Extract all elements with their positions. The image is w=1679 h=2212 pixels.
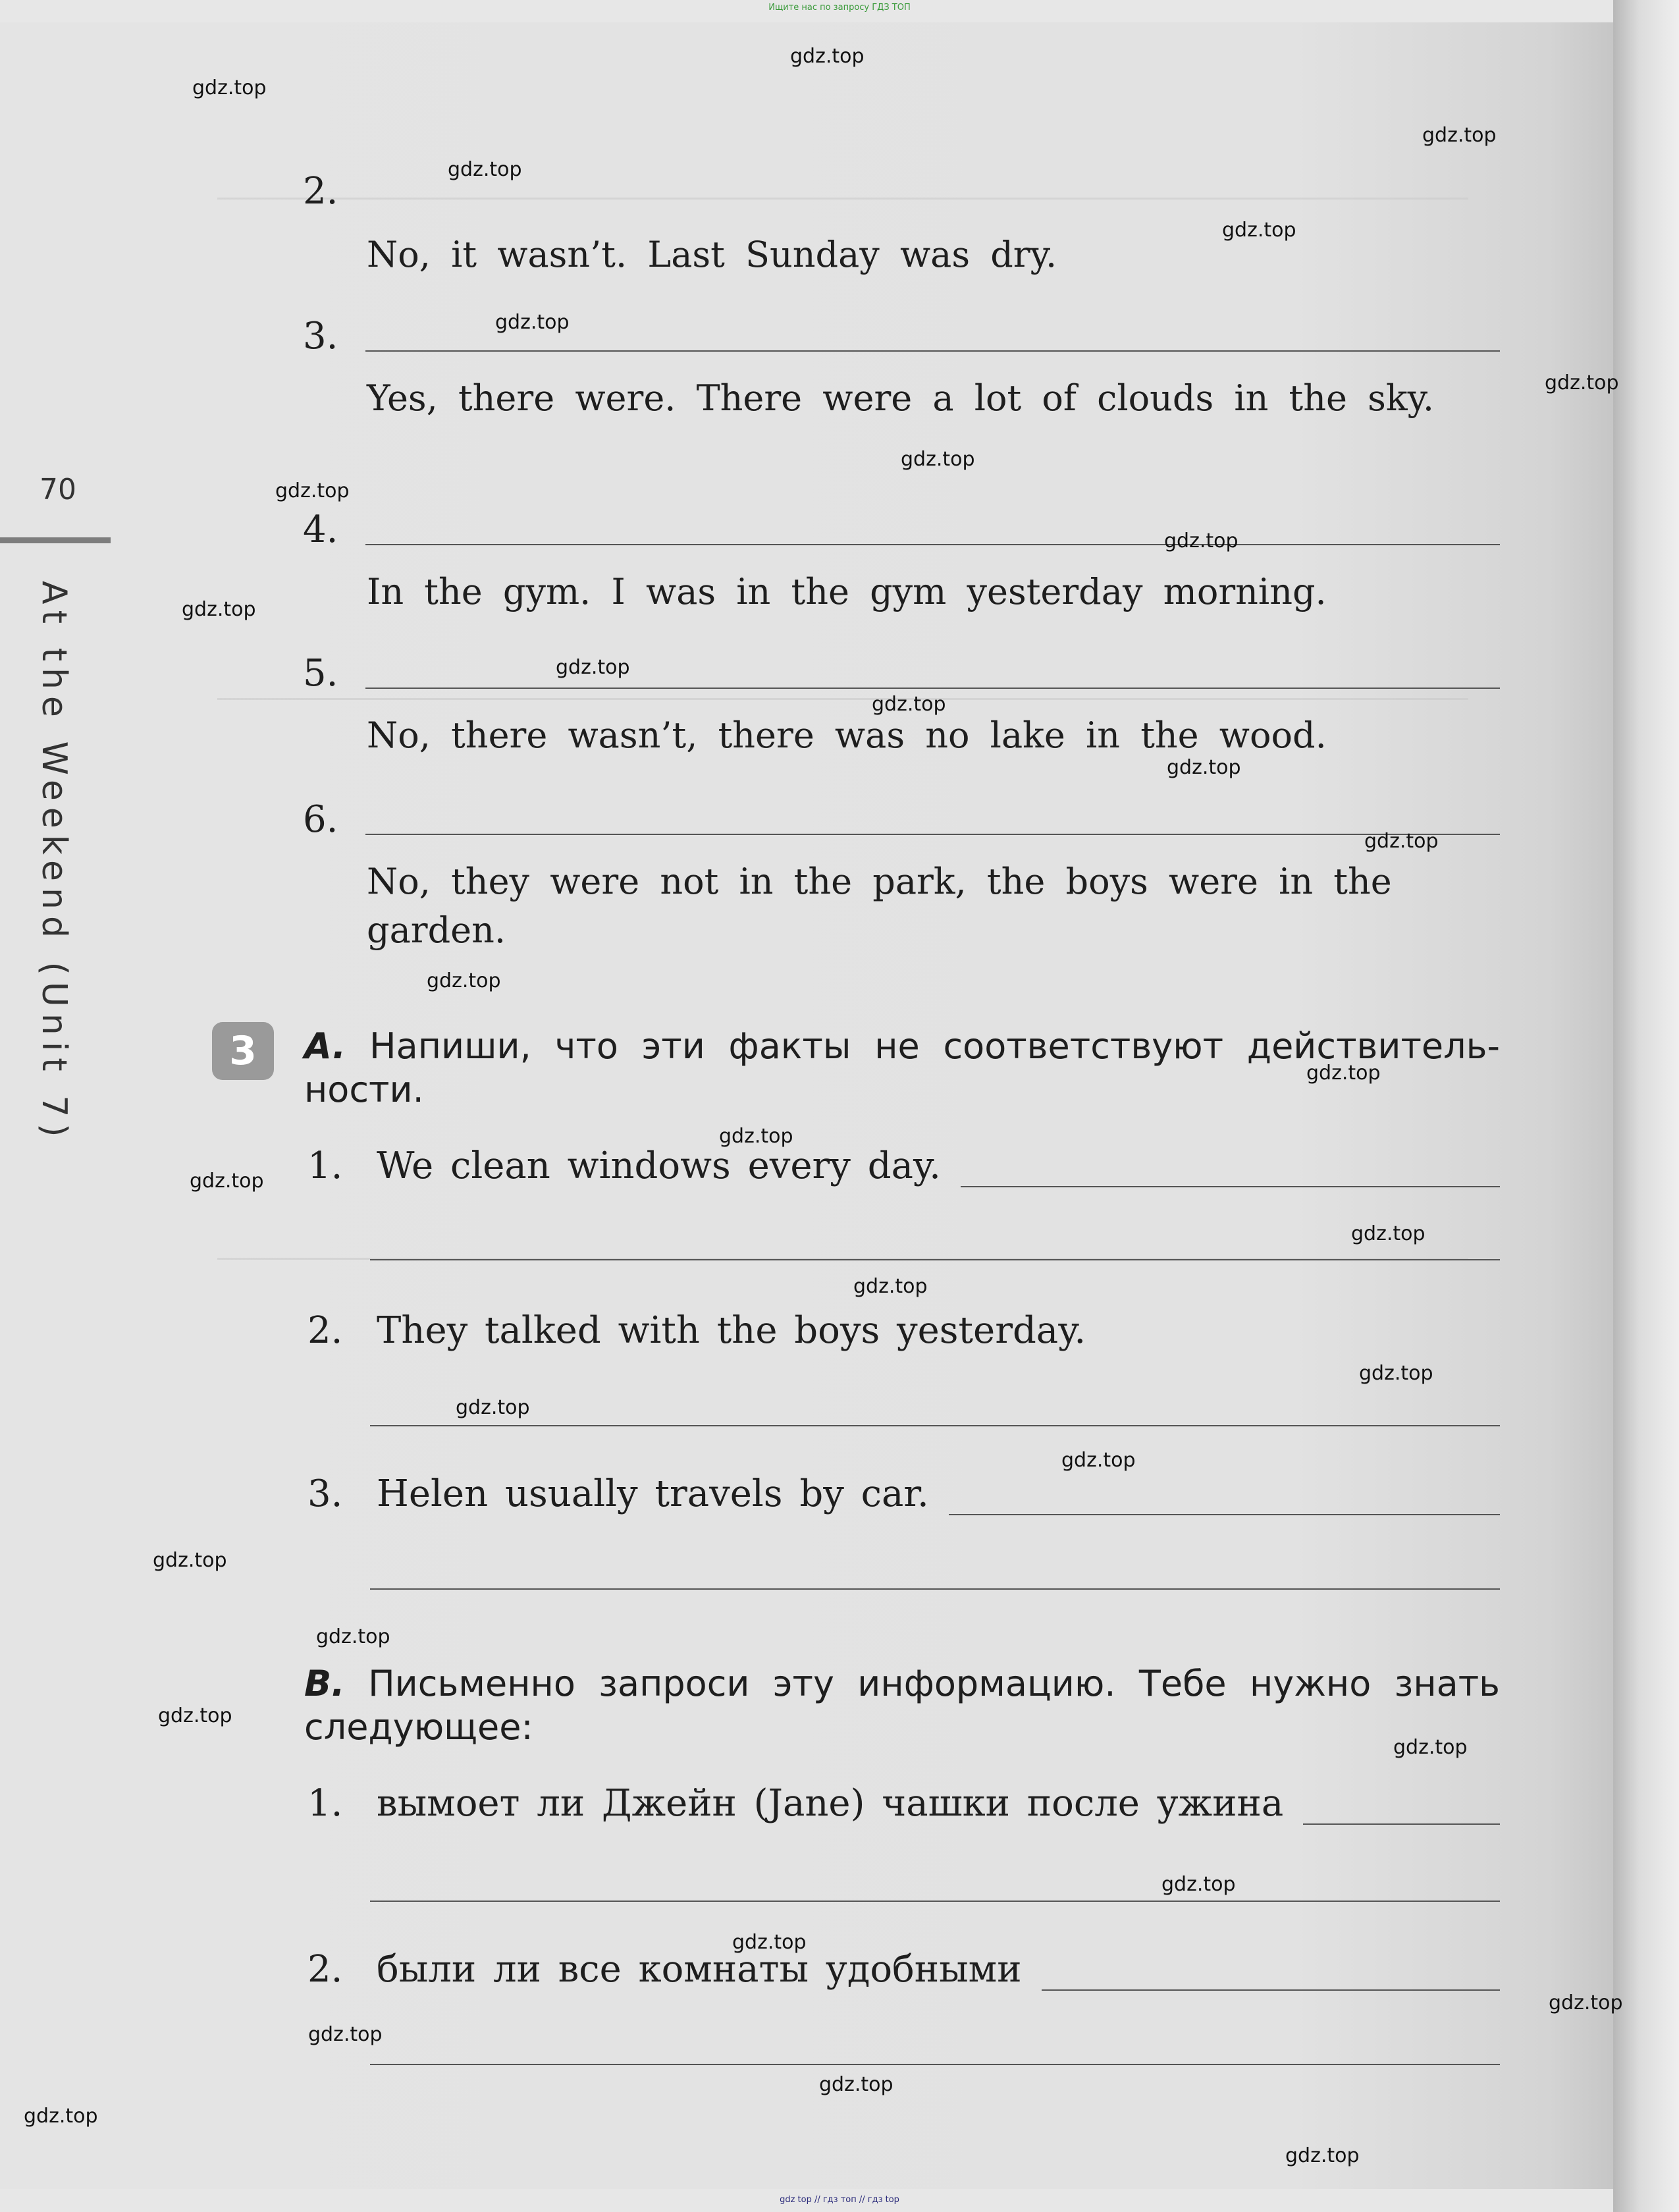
exercise-item-text: 2. They talked with the boys yesterday. bbox=[307, 1309, 1086, 1352]
bleed-through-line bbox=[217, 1231, 1468, 1260]
watermark: gdz.top bbox=[1061, 1449, 1136, 1472]
watermark: gdz.top bbox=[1351, 1222, 1426, 1245]
watermark: gdz.top bbox=[1164, 529, 1239, 553]
answer-item[interactable] bbox=[303, 508, 1500, 551]
watermark: gdz.top bbox=[556, 656, 630, 679]
item-number: 3. bbox=[303, 315, 338, 358]
write-line[interactable] bbox=[365, 834, 1500, 835]
write-line[interactable] bbox=[365, 350, 1500, 352]
write-line[interactable] bbox=[949, 1488, 1500, 1515]
watermark: gdz.top bbox=[153, 1549, 227, 1572]
write-line[interactable] bbox=[365, 688, 1500, 689]
exercise-number-badge: 3 bbox=[212, 1022, 274, 1080]
watermark: gdz.top bbox=[1393, 1736, 1468, 1759]
page-number: 70 bbox=[40, 473, 76, 506]
exercise-item-text: 1. We clean windows every day. bbox=[307, 1145, 941, 1187]
write-line[interactable] bbox=[365, 544, 1500, 545]
watermark: gdz.top bbox=[24, 2105, 98, 2128]
watermark: gdz.top bbox=[316, 1625, 390, 1648]
answer-text: Yes, there were. There were a lot of clouds in the sky. bbox=[367, 377, 1435, 419]
side-running-title bbox=[34, 581, 74, 1213]
exercise-item[interactable] bbox=[307, 1782, 1500, 1825]
watermark: gdz.top bbox=[192, 76, 267, 99]
exercise-item-text: 1. вымоет ли Джейн (Jane) чашки после ужина bbox=[307, 1782, 1284, 1825]
answer-item[interactable] bbox=[303, 652, 1500, 695]
write-line[interactable] bbox=[370, 2064, 1500, 2065]
answer-item[interactable] bbox=[303, 315, 1500, 358]
exercise-item-text: 3. Helen usually travels by car. bbox=[307, 1472, 929, 1515]
item-number: 5. bbox=[303, 652, 338, 695]
page-edge-shadow bbox=[1613, 0, 1679, 2212]
task-b-label: B. bbox=[304, 1663, 345, 1704]
item-number: 4. bbox=[303, 508, 338, 551]
task-b-text: Письменно запроси эту информацию. Тебе нужно знать следующее: bbox=[304, 1663, 1501, 1748]
watermark: gdz.top bbox=[275, 479, 350, 502]
watermark: gdz.top bbox=[427, 969, 501, 992]
page-number-rule bbox=[0, 537, 111, 543]
watermark: gdz.top bbox=[182, 598, 256, 621]
write-line[interactable] bbox=[1303, 1797, 1500, 1825]
task-a-label: A. bbox=[304, 1025, 346, 1067]
watermark: gdz.top bbox=[1222, 219, 1296, 242]
watermark: gdz.top bbox=[456, 1396, 530, 1419]
write-line[interactable] bbox=[370, 1259, 1500, 1260]
watermark: gdz.top bbox=[732, 1931, 807, 1954]
watermark: gdz.top bbox=[1359, 1362, 1433, 1385]
watermark: gdz.top bbox=[790, 45, 865, 68]
watermark: gdz.top bbox=[1285, 2144, 1360, 2167]
watermark: gdz.top bbox=[495, 311, 570, 334]
item-number: 6. bbox=[303, 798, 338, 841]
watermark: gdz.top bbox=[1161, 1873, 1236, 1896]
task-b-instruction bbox=[304, 1662, 1500, 1749]
exercise-item[interactable] bbox=[307, 1145, 1500, 1187]
watermark: gdz.top bbox=[901, 448, 975, 471]
exercise-item[interactable] bbox=[307, 1948, 1500, 1991]
write-line[interactable] bbox=[370, 1425, 1500, 1426]
exercise-item-text: 2. были ли все комнаты удобными bbox=[307, 1948, 1022, 1991]
watermark: gdz.top bbox=[190, 1170, 264, 1193]
header-note: Ищите нас по запросу ГДЗ ТОП bbox=[768, 3, 911, 13]
watermark: gdz.top bbox=[1306, 1062, 1381, 1085]
watermark: gdz.top bbox=[1422, 124, 1497, 147]
watermark: gdz.top bbox=[819, 2073, 893, 2096]
watermark: gdz.top bbox=[872, 693, 946, 716]
write-line[interactable] bbox=[1042, 1963, 1500, 1991]
exercise-item[interactable] bbox=[307, 1472, 1500, 1515]
watermark: gdz.top bbox=[1364, 830, 1439, 853]
watermark: gdz.top bbox=[1167, 756, 1241, 779]
answer-text: No, they were not in the park, the boys were in the garden. bbox=[367, 861, 1392, 951]
answer-text: No, it wasn’t. Last Sunday was dry. bbox=[367, 234, 1057, 275]
watermark: gdz.top bbox=[853, 1275, 928, 1298]
watermark: gdz.top bbox=[158, 1704, 232, 1727]
watermark: gdz.top bbox=[719, 1125, 793, 1148]
exercise-item bbox=[307, 1309, 1500, 1352]
side-title-text: At the Weekend (Unit 7) bbox=[34, 581, 74, 1144]
answer-item[interactable] bbox=[303, 798, 1500, 841]
watermark: gdz.top bbox=[308, 2023, 383, 2046]
write-line[interactable] bbox=[370, 1901, 1500, 1902]
footer-note: gdz top // гдз топ // гдз top bbox=[780, 2195, 899, 2205]
watermark: gdz.top bbox=[1549, 1991, 1623, 2014]
watermark: gdz.top bbox=[448, 158, 522, 181]
write-line[interactable] bbox=[370, 1588, 1500, 1590]
watermark: gdz.top bbox=[1545, 371, 1619, 394]
item-number: 2. bbox=[303, 170, 338, 213]
answer-text: In the gym. I was in the gym yesterday morning. bbox=[367, 571, 1327, 612]
task-a-text: Напиши, что эти факты не соответствуют действительности. bbox=[304, 1025, 1500, 1110]
answer-text: No, there wasn’t, there was no lake in the wood. bbox=[367, 715, 1327, 756]
write-line[interactable] bbox=[961, 1160, 1500, 1187]
